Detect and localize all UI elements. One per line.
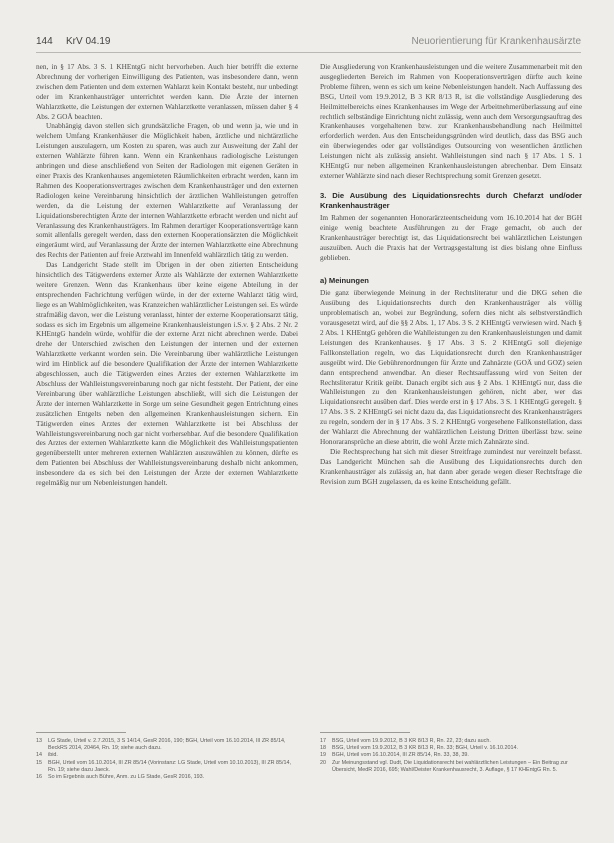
footnote: 15 BGH, Urteil vom 16.10.2014, III ZR 85/14 (Vorinstanz: LG Stade, Urteil vom 10.10.2013), III ZR 85/14, Rn. 19; siehe dazu Jaeck. (36, 759, 291, 773)
page-number: 144 (36, 36, 53, 47)
header-rule (36, 52, 581, 53)
footnote: 13 LG Stade, Urteil v. 2.7.2015, 3 S 14/14, GesR 2016, 190; BGH, Urteil vom 16.10.2014, III ZR 85/14, BeckRS 2014, 20464, Rn. 19; siehe auch dazu. (36, 738, 286, 752)
footnote: 16 So im Ergebnis auch Bühre, Anm. zu LG Stade, GesR 2016, 193. (36, 774, 205, 781)
footnotes-right (320, 738, 582, 774)
paragraph: Die Ausgliederung von Krankenhausleistungen und die weitere Zusammenarbeit mit den ausgegliederten Bereich im Rahmen von Kooperationsverträgen dürfte auch keine Probleme führen, wenn es sich um keine Nebenleistungen handelt. Nach Auffassung des BSG, Urteil vom 19.9.2012, B 3 KR 8/13 R, ist die vollständige Ausgliederung des Heilmittelbereichs eines Krankenhauses im Wege der Arbeitnehmerüberlassung auf eine rechtlich selbständige Einrichtung nicht zulässig, wenn auch dem Versorgungsauftrag des Krankenhauses vorgehaltenen bzw. zur Krankenhausbehandlung nach Heilmittel erforderlich werden. Aus den Entscheidungsgründen wird deutlich, dass das BSG auch ein überwiegendes oder gar vollständiges Outsourcing von wesentlichen ärztlichen Leistungen nicht als zulässig ansieht. Wahlleistungen sind nach § 17 Abs. 1 S. 1 KHEntgG nur neben allgemeinen Krankenhausleistungen abrechenbar. Dem Einsatz externer Wahlärzte sind nach dieser Rechtsprechung somit Grenzen gesetzt. (320, 62, 582, 180)
paragraph: Unabhängig davon stellen sich grundsätzliche Fragen, ob und wenn ja, wie und in welchem Umfang Krankenhäuser die Möglichkeit haben, ärztliche und nichtärztliche Leistungen auszulagern, um Kosten zu sparen, was auch zur Ausweitung der Zahl der externen Wahlärzte führen kann. Wenn ein Krankenhaus radiologische Leistungen anbringen und diese anschließend von Seiten der Radiologen mit eigenen Geräten in einer Praxis des Krankenhauses angemieteten Räumlichkeiten erbracht werden, kann im Rahmen des Kooperationsvertrages zwischen dem Krankenhausträger und den externen Radiologen keine Vereinbarung hinsichtlich der ärztlichen Wahlleistungen getroffen werden, da die Leistung der externen Wahlarztkette auf Veranlassung der Liquidationsberechtigten Ärzte der internen Wahlarztkette erbracht werden und nicht auf Veranlassung des Krankenhausträgers. Im Rahmen derartiger Kooperationsverträge kann somit allenfalls geregelt werden, dass den externen Kooperationsärzten die Möglichkeit eingeräumt wird, auf Veranlassung der Ärzte der internen Wahlarztkette eine Abrechnung des Rechts der Patienten auf freie Arztwahl im Innenfeld wahlärztlich tätig zu werden. (36, 121, 298, 260)
section-heading: 3. Die Ausübung des Liquidationsrechts durch Chefarzt und/oder Krankenhausträger (320, 190, 582, 210)
footnote: 18 BSG, Urteil vom 19.9.2012, B 3 KR 8/13 R, Rn. 33; BGH, Urteil v. 16.10.2014. (320, 745, 518, 752)
subsection-heading: a) Meinungen (320, 276, 369, 286)
right-column (320, 62, 582, 722)
journal-title: KrV 04.19 (66, 36, 111, 47)
paragraph: Die ganz überwiegende Meinung in der Rechtsliteratur und die DKG sehen die Ausübung des Liquidationsrechts durch den Krankenhausträger als völlig unproblematisch an, wobei zur Begründung, sofern dies nicht als selbstverständlich vorausgesetzt wird, auf die §§ 2 Abs. 1, 17 Abs. 3 S. 2 KHEntgG verwiesen wird. Nach § 2 Abs. 1 KHEntgG gehören die Wahlleistungen zu den Krankenhausleistungen und damit Leistungen des Krankenhauses. § 17 Abs. 3 S. 2 KHEntgG soll diejenige Fallkonstellation regeln, wo das Liquidationsrecht durch den Krankenhausträger ausgeübt wird. Die Gebührenordnungen für Ärzte und Zahnärzte (GOÄ und GOZ) seien dann entsprechend anwendbar. An dieser Rechtsauffassung wird von Seiten der Rechtsliteratur Kritik geübt. Danach ergibt sich aus § 2 Abs. 1 KHEntgG nur, dass die Wahlleistungen zu den Krankenhausleistungen gehören, nicht aber, wer das Liquidationsrecht ausüben darf. Dies werde erst in § 17 Abs. 3 S. 1 KHEntgG geregelt. § 17 Abs. 3 S. 2 KHEntgG sei nicht dazu da, das Liquidationsrecht des Krankenhausträgers zu regeln, sondern der in § 17 Abs. 3 S. 2 KHEntgG vorgesehene Fallkonstellation, dass der Wahlarzt die Abrechnung der wahlärztlichen Leistung Dritten überlässt bzw. seine Honoraransprüche an diese abtritt, die wohl Ärzte mich Zahnärzte sind. (320, 288, 582, 446)
footnotes-left (36, 738, 298, 781)
footnote: 17 BSG, Urteil vom 19.9.2012, B 3 KR 8/13 R, Rn. 22, 23; dazu auch. (320, 738, 491, 744)
footnote-rule (320, 732, 410, 733)
paragraph: nen, in § 17 Abs. 3 S. 1 KHEntgG nicht hervorheben. Auch hier betrifft die externe Abrechnung der vorherigen Einwilligung des Patienten, was insbesondere dann, wenn zwischen dem Patienten und dem externen Wahlarzt kein Kontakt besteht, nur unbedingt oder im Krankenhausträger unterrichtet werden kann. Die Ärzte der internen Wahlarztkette, die Leistungen der externen Wahlarztkette veranlassen, müssen daher § 4 Abs. 2 GOÄ beachten. (36, 62, 298, 121)
left-column (36, 62, 298, 722)
footnote: 20 Zur Meinungsstand vgl. Dudt, Die Liquidationsrecht bei wahlärztlichen Leistungen – Ein Beitrag zur Übersicht, MedR 2016, 695; Wahl/Deister Krankenhausrecht, 3. Auflage, § 17 KHEntgG Rn. 5. (320, 759, 568, 773)
footnote: 14 ibid. (36, 752, 58, 759)
paragraph: Im Rahmen der sogenannten Honorarärzteentscheidung vom 16.10.2014 hat der BGH einige wenig beachtete Ausführungen zu der Frage gemacht, ob auch der Krankenhausträger berechtigt ist, das Liquidationsrecht bei wahlärztlichen Leistungen auszuüben. Auch die Praxis hat der Vertragsgestaltung ist dies bislang ohne Einfluss geblieben. (320, 212, 582, 262)
footnote: 19 BGH, Urteil vom 16.10.2014, III ZR 85/14, Rn. 33, 38, 39. (320, 752, 469, 759)
running-title: Neuorientierung für Krankenhausärzte (411, 36, 581, 47)
footnote-rule (36, 732, 126, 733)
paragraph: Die Rechtsprechung hat sich mit dieser Streitfrage zumindest nur vereinzelt befasst. Das Landgericht München sah die Ausübung des Liquidationsrechts durch den Krankenhausträger als zulässig an, hat dann aber gerade wegen dieser Rechtsfrage die Revision zum BGH zugelassen, da es keine Entscheidung gefällt. (320, 446, 582, 486)
page-header (36, 36, 581, 50)
paragraph: Das Landgericht Stade stellt im Übrigen in der oben zitierten Entscheidung hinsichtlich des Tätigwerdens externer Ärzte als Wahlärzte der externen Wahlarztkette weitere Grenzen. Wenn das Krankenhaus über keine eigene Abteilung in der entsprechenden Fachrichtung verfügen würde, in der der externe Wahlarzt tätig wird, liege es an Wahlmöglichkeiten, was Kranzeichen wahlärztlicher Leistungen sei. Es würde strafmäßig davon, wer die Leistung veranlasst, hinter der externe Kooperationsarzt tätig, sodass es sich im Ergebnis um allgemeine Krankenhausleistungen i.S.v. § 2 Abs. 2 Nr. 2 KHEntgG handeln würde, wohlfür die der externe Arzt nicht abrechnen werde. Dabei drehe der Unterschied zwischen den Leistungen der internen und der externen Wahlarztkette verkannt worden sein. Die Vereinbarung über wahlärztliche Leistungen wird im Hinblick auf die besondere Qualifikation der Ärzte der internen Wahlarztkette abgeschlossen, auch die Tätigwerden eines Arztes der externen Wahlarztkette im Abschluss der Wahlleistungsvereinbarung noch gar nicht feststeht. Der Patient, der eine Vereinbarung über wahlärztliche Leistungen abschließt, will sich die Leistungen der Ärzte der internen Wahlarztkette in Sorge um seine Gesundheit gegen Entrichtung eines zusätzlichen Entgelts neben den allgemeinen Krankenhausleistungen sichern. Ein Tätigwerden eines Arztes der externen Wahlarztkette ist bei Abschluss der Wahlleistungsvereinbarung noch gar nicht vorhersehbar. Auf die besondere Qualifikation des Arztes der externen Wahlarztkette kann die Möglichkeit des Wahlleistungspatienten gegenüberstellt unter mehreren externen Wahlärzten auszuwählen zu können, dürfte es dem Patienten bei Abschluss der Wahlleistungsvereinbarung deshalb nicht ankommen, insbesondere da es sich bei den Leistungen der Ärzte der externen Wahlarztkette regelmäßig nur um Nebenleistungen handelt. (36, 260, 298, 488)
